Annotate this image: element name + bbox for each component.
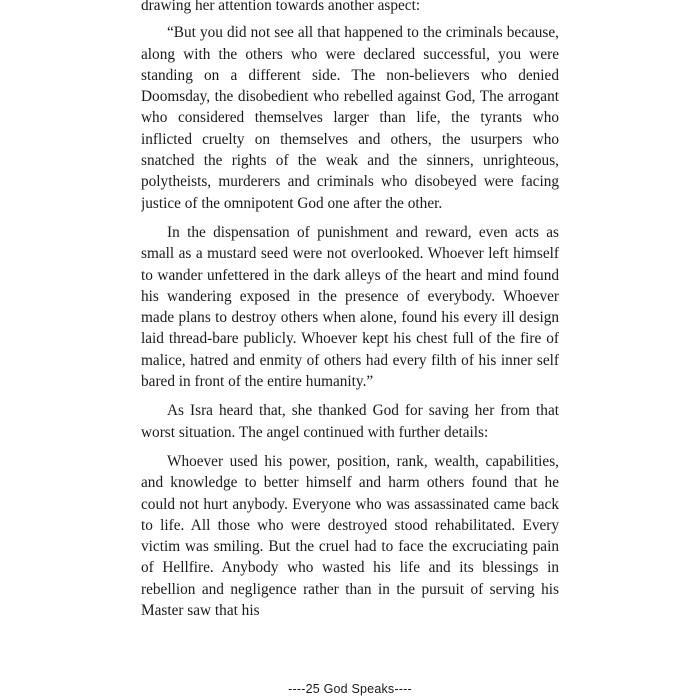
lead-fragment: drawing her attention towards another aspect: [141, 0, 421, 14]
paragraph-4: Whoever used his power, position, rank, wealth, capabilities, and knowledge to better himself and harm others found that he could not hurt anybody. Everyone who was assassinated came back to life. All those who were destroyed stood rehabilitated. Every victim was smiling. But the cruel had to face the excruciating pain of Hellfire. Anybody who wasted his life and its blessings in rebellion and negligence rather than in the pursuit of serving his Master saw that his [141, 452, 559, 620]
paragraph-2: In the dispensation of punishment and reward, even acts as small as a mustard seed were not overlooked. Whoever left himself to wander unfettered in the dark alleys of the heart and mind found his wandering exposed in the presence of everybody. Whoever made plans to destroy others when alone, found his every ill design laid thread-bare publicly. Whoever kept his chest full of the fire of malice, hatred and enmity of others had every filth of his inner self bared in front of the entire humanity.” [141, 223, 559, 391]
paragraph-3: As Isra heard that, she thanked God for saving her from that worst situation. The angel continued with further details: [141, 402, 559, 441]
page-footer: ----25 God Speaks---- [288, 682, 412, 696]
book-page [141, 0, 559, 700]
paragraph-1: “But you did not see all that happened to the criminals because, along with the others who were declared successful, you were standing on a different side. The non-believers who denied Doomsday, the disobedient who rebelled against God, The arrogant who considered themselves larger than life, the tyrants who inflicted cruelty on themselves and others, the usurpers who snatched the rights of the weak and the sinners, unrighteous, polytheists, murderers and criminals who disobeyed were facing justice of the omnipotent God one after the other. [141, 24, 559, 212]
